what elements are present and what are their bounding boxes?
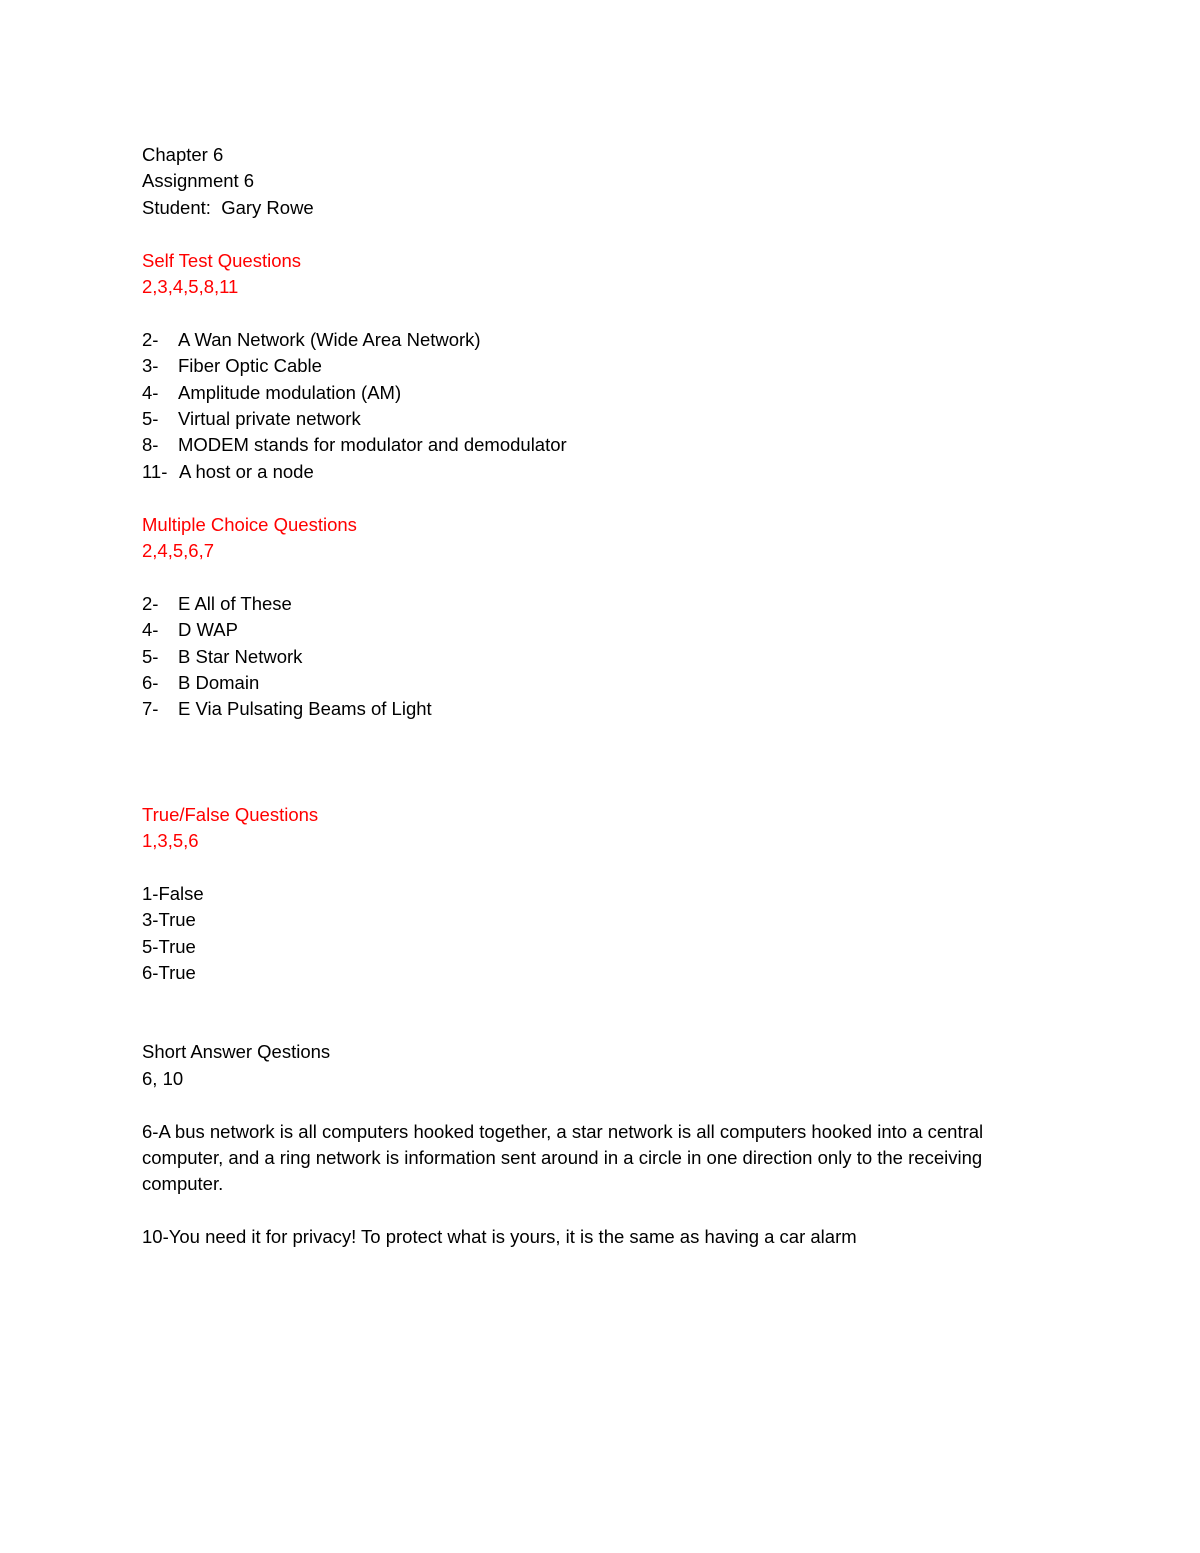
self-test-numbers: 2,3,4,5,8,11: [142, 276, 239, 298]
multiple-choice-title: Multiple Choice Questions: [142, 513, 357, 535]
list-item: [142, 591, 1062, 617]
item-number: 2-: [142, 592, 159, 614]
list-item: [142, 406, 1062, 432]
item-text: E Via Pulsating Beams of Light: [178, 698, 432, 720]
self-test-title: Self Test Questions: [142, 249, 302, 271]
list-item: 5-True: [142, 935, 196, 957]
true-false-title: True/False Questions: [142, 803, 319, 825]
short-answer-6: 6-A bus network is all computers hooked together, a star network is all computers hooked into a central computer, and a ring network is information sent around in a circle in one direction only to the receiving computer.: [142, 1120, 984, 1195]
item-text: B Star Network: [178, 645, 303, 667]
short-answer-title: Short Answer Qestions: [142, 1041, 331, 1063]
assignment-line: Assignment 6: [142, 170, 255, 192]
item-text: A host or a node: [179, 460, 314, 482]
short-answer-numbers: 6, 10: [142, 1067, 184, 1089]
item-number: 3-: [142, 355, 159, 377]
list-item: [142, 432, 1062, 458]
self-test-list: [142, 327, 1062, 485]
item-number: 7-: [142, 698, 159, 720]
item-number: 4-: [142, 619, 159, 641]
list-item: [142, 644, 1062, 670]
true-false-list: [142, 881, 1062, 987]
item-number: 6-: [142, 671, 159, 693]
list-item: 3-True: [142, 909, 196, 931]
item-text: B Domain: [178, 671, 260, 693]
list-item: [142, 327, 1062, 353]
short-answer-10: 10-You need it for privacy! To protect what is yours, it is the same as having a car alarm: [142, 1226, 857, 1248]
student-line: Student: Gary Rowe: [142, 196, 314, 218]
list-item: [142, 696, 1062, 722]
list-item: [142, 353, 1062, 379]
item-number: 2-: [142, 328, 159, 350]
item-number: 4-: [142, 381, 159, 403]
item-text: E All of These: [178, 592, 292, 614]
list-item: [142, 617, 1062, 643]
list-item: [142, 380, 1062, 406]
list-item: 1-False: [142, 882, 204, 904]
item-text: Fiber Optic Cable: [178, 355, 322, 377]
list-item: [142, 670, 1062, 696]
item-text: MODEM stands for modulator and demodulator: [178, 434, 567, 456]
list-item: [142, 459, 1062, 485]
item-number: 11-: [142, 460, 168, 482]
true-false-numbers: 1,3,5,6: [142, 830, 199, 852]
multiple-choice-numbers: 2,4,5,6,7: [142, 539, 215, 561]
item-text: Amplitude modulation (AM): [178, 381, 402, 403]
item-text: Virtual private network: [178, 407, 361, 429]
item-text: D WAP: [178, 619, 238, 641]
multiple-choice-list: [142, 591, 1062, 723]
document-page: [142, 142, 1062, 1251]
item-number: 5-: [142, 645, 159, 667]
item-number: 5-: [142, 407, 159, 429]
item-text: A Wan Network (Wide Area Network): [178, 328, 481, 350]
chapter-line: Chapter 6: [142, 144, 224, 165]
item-number: 8-: [142, 434, 159, 456]
list-item: 6-True: [142, 962, 196, 984]
